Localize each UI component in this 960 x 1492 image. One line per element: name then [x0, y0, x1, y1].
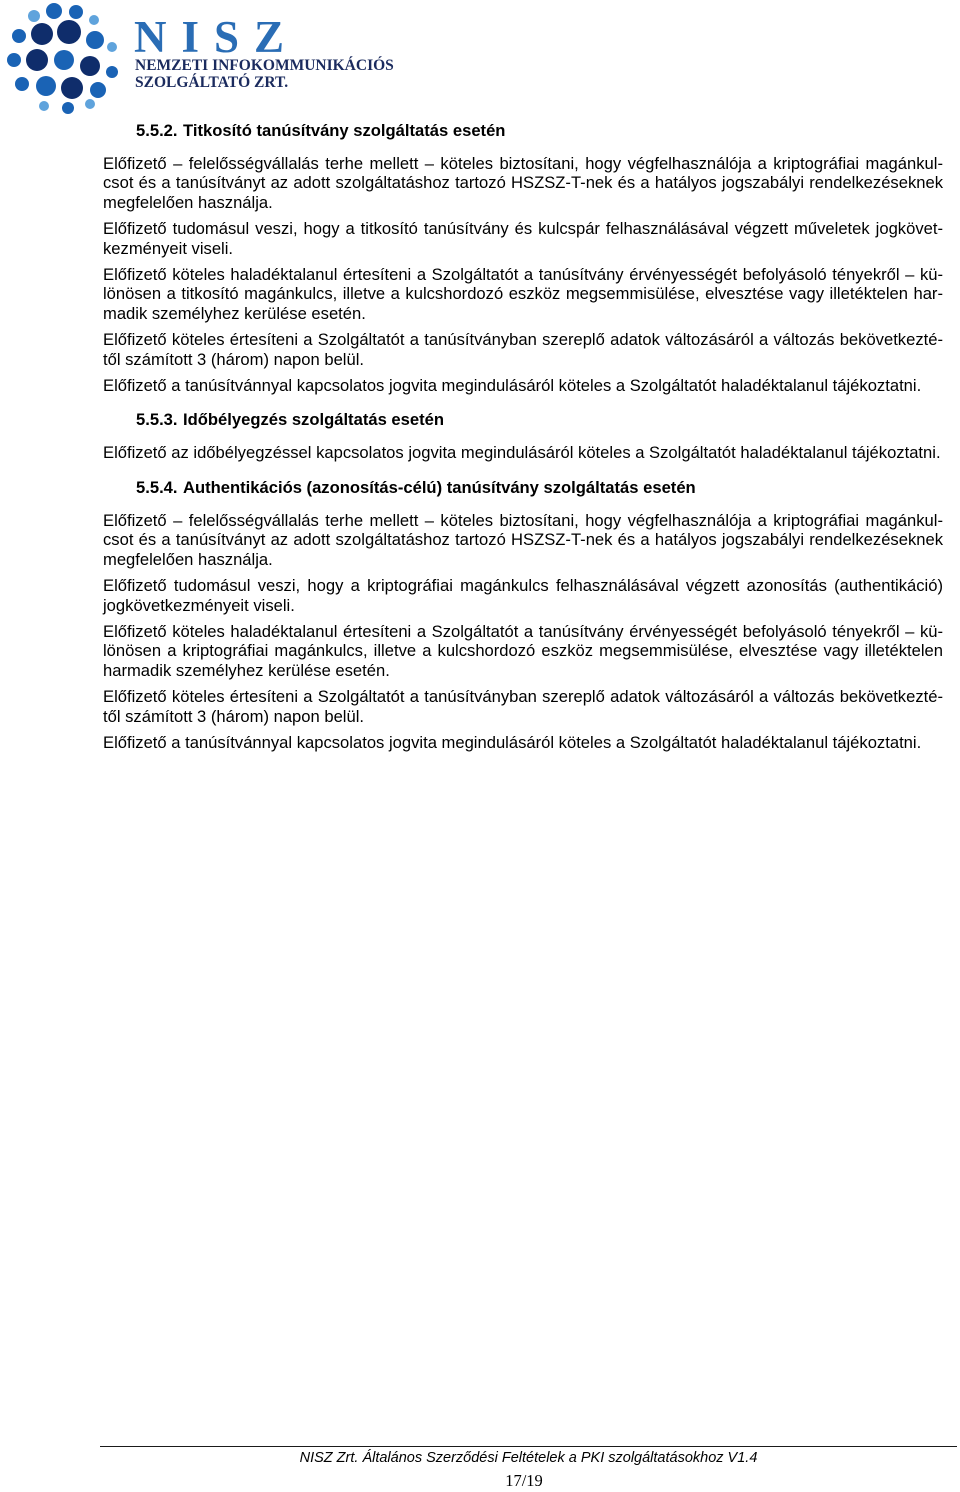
- text-line: csot és a tanúsítványt az adott szolgáltatáshoz tartozó HSZSZ-T-nek és a hatályos jogszabályi rendelkezéseknek: [103, 530, 943, 550]
- text-line: lönösen a kriptográfiai magánkulcs, illetve a kulcshordozó eszköz megsemmisülése, elvesztése vagy illetéktelen: [103, 641, 943, 661]
- section-number: 5.5.3.: [136, 410, 178, 430]
- section-5-5-3: [103, 410, 943, 462]
- section-number: 5.5.4.: [136, 477, 178, 497]
- document-body: [103, 121, 943, 759]
- section-5-5-4: [103, 478, 943, 752]
- text-line: lönösen a titkosító magánkulcs, illetve a kulcshordozó eszköz megsemmisülése, elvesztése vagy illetéktelen har-: [103, 284, 943, 304]
- text-line: kezményeit viseli.: [103, 238, 234, 258]
- section-title: Authentikációs (azonosítás-célú) tanúsítvány szolgáltatás esetén: [183, 477, 696, 497]
- text-line: től számított 3 (három) napon belül.: [103, 349, 365, 369]
- section-number: 5.5.2.: [136, 121, 178, 140]
- section-5-5-2: [103, 121, 943, 395]
- text-line: Előfizető a tanúsítvánnyal kapcsolatos jogvita megindulásáról köteles a Szolgáltatót haladéktalanul tájékoztatni.: [103, 732, 922, 752]
- footer-document-title: NISZ Zrt. Általános Szerződési Feltételek a PKI szolgáltatásokhoz V1.4: [299, 1450, 758, 1466]
- text-line: Előfizető tudomásul veszi, hogy a titkosító tanúsítvány és kulcspár felhasználásával végzett műveletek jogkövet-: [103, 219, 943, 239]
- logo-subtitle-line2: SZOLGÁLTATÓ ZRT.: [135, 74, 289, 91]
- section-title: Időbélyegzés szolgáltatás esetén: [183, 410, 444, 430]
- logo-wordmark: NISZ: [134, 12, 300, 62]
- text-line: Előfizető az időbélyegzéssel kapcsolatos jogvita megindulásáról köteles a Szolgáltatót haladéktalanul tájékoztatni.: [103, 443, 941, 463]
- paragraph: [103, 265, 943, 323]
- paragraph: [103, 154, 943, 212]
- nisz-logo-icon: [4, 2, 124, 114]
- paragraph: [103, 376, 943, 395]
- text-line: Előfizető köteles értesíteni a Szolgáltatót a tanúsítványban szereplő adatok változásáról a változás bekövetkezté-: [103, 687, 943, 707]
- text-line: től számított 3 (három) napon belül.: [103, 706, 365, 726]
- text-line: Előfizető tudomásul veszi, hogy a kriptográfiai magánkulcs felhasználásával végzett azonosítás (authentikáció): [103, 576, 943, 596]
- paragraph: [103, 622, 943, 680]
- text-line: Előfizető köteles értesíteni a Szolgáltatót a tanúsítványban szereplő adatok változásáról a változás bekövetkezté-: [103, 330, 943, 350]
- paragraph: [103, 443, 943, 462]
- text-line: Előfizető – felelősségvállalás terhe mellett – köteles biztosítani, hogy végfelhasználója a kriptográfiai magánkul-: [103, 154, 943, 173]
- footer-divider: [100, 1446, 957, 1447]
- paragraph: [103, 687, 943, 726]
- section-heading: [103, 478, 943, 498]
- text-line: megfelelően használja.: [103, 549, 273, 569]
- text-line: Előfizető köteles haladéktalanul értesíteni a Szolgáltatót a tanúsítvány érvényességét befolyásoló tényekről – kü-: [103, 265, 943, 285]
- section-heading: [103, 410, 943, 430]
- paragraph: [103, 576, 943, 615]
- paragraph: [103, 733, 943, 752]
- paragraph: [103, 219, 943, 258]
- text-line: harmadik személyhez kerülése esetén.: [103, 660, 390, 680]
- section-heading: [103, 121, 943, 141]
- paragraph: [103, 511, 943, 569]
- section-title: Titkosító tanúsítvány szolgáltatás esetén: [183, 121, 506, 140]
- text-line: Előfizető a tanúsítvánnyal kapcsolatos jogvita megindulásáról köteles a Szolgáltatót haladéktalanul tájékoztatni.: [103, 376, 922, 396]
- paragraph: [103, 330, 943, 369]
- text-line: Előfizető köteles haladéktalanul értesíteni a Szolgáltatót a tanúsítvány érvényességét befolyásoló tényekről – kü-: [103, 621, 943, 641]
- logo-subtitle-line1: NEMZETI INFOKOMMUNIKÁCIÓS: [135, 57, 394, 74]
- page-number: 17/19: [505, 1471, 543, 1490]
- text-line: csot és a tanúsítványt az adott szolgáltatáshoz tartozó HSZSZ-T-nek és a hatályos jogszabályi rendelkezéseknek: [103, 173, 943, 193]
- text-line: Előfizető – felelősségvállalás terhe mellett – köteles biztosítani, hogy végfelhasználója a kriptográfiai magánkul-: [103, 510, 943, 530]
- text-line: jogkövetkezményeit viseli.: [103, 595, 295, 615]
- text-line: madik személyhez kerülése esetén.: [103, 303, 366, 323]
- text-line: megfelelően használja.: [103, 192, 273, 212]
